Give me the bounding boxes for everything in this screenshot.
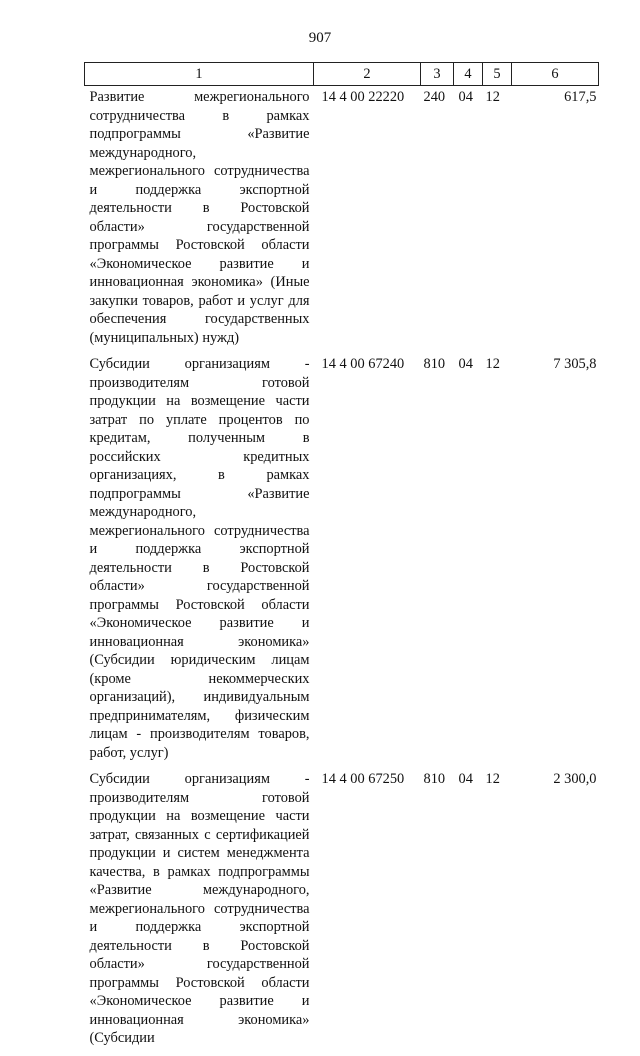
table-header	[85, 63, 599, 86]
page-number: 907	[308, 30, 332, 46]
column-header-3: 3	[421, 63, 454, 86]
table-row	[85, 86, 599, 356]
row-subsection-code: 12	[485, 89, 500, 105]
row-amount: 617,5	[564, 89, 597, 105]
column-header-5: 5	[483, 63, 512, 86]
row-description: Субсидии организациям - производителям готовой продукции на возмещение части затрат, связанных с сертификацией продукции и систем менеджмента качества, в рамках подпрограммы «Развитие международного, межрегионального сотрудничества и поддержка экспортной деятельности в Ростовской области» государственной программы Ростовской области «Экономическое развитие и инновационная экономика» (Субсидии	[89, 771, 310, 1046]
row-description: Развитие межрегионального сотрудничества в рамках подпрограммы «Развитие международного, межрегионального сотрудничества и поддержка экспортной деятельности в Ростовской области» государственной программы Ростовской области «Экономическое развитие и инновационная экономика» (Иные закупки товаров, работ и услуг для обеспечения государственных (муниципальных) нужд)	[89, 89, 310, 346]
column-header-2: 2	[314, 63, 421, 86]
row-target-article-code: 14 4 00 22220	[321, 89, 405, 105]
row-subsection-code: 12	[485, 356, 500, 372]
row-section-code: 04	[458, 89, 473, 105]
row-amount: 7 305,8	[553, 356, 597, 372]
column-header-4: 4	[454, 63, 483, 86]
row-target-article-code: 14 4 00 67250	[321, 771, 405, 787]
row-expense-type-code: 810	[423, 771, 446, 787]
table-row	[85, 770, 599, 1056]
row-target-article-code: 14 4 00 67240	[321, 356, 405, 372]
row-expense-type-code: 240	[423, 89, 446, 105]
table-body	[85, 86, 599, 1056]
budget-table	[84, 62, 599, 1056]
row-description: Субсидии организациям - производителям готовой продукции на возмещение части затрат по уплате процентов по кредитам, полученным в российских кредитных организациях, в рамках подпрограммы «Развитие международного, межрегионального сотрудничества и поддержка экспортной деятельности в Ростовской области» государственной программы Ростовской области «Экономическое развитие и инновационная экономика» (Субсидии юридическим лицам (кроме некоммерческих организаций), индивидуальным предпринимателям, физическим лицам - производителям товаров, работ, услуг)	[89, 356, 310, 761]
row-amount: 2 300,0	[553, 771, 597, 787]
header-row	[85, 63, 599, 86]
row-section-code: 04	[458, 771, 473, 787]
row-subsection-code: 12	[485, 771, 500, 787]
table-row	[85, 355, 599, 770]
row-expense-type-code: 810	[423, 356, 446, 372]
row-section-code: 04	[458, 356, 473, 372]
column-header-6: 6	[512, 63, 599, 86]
column-header-1: 1	[85, 63, 314, 86]
